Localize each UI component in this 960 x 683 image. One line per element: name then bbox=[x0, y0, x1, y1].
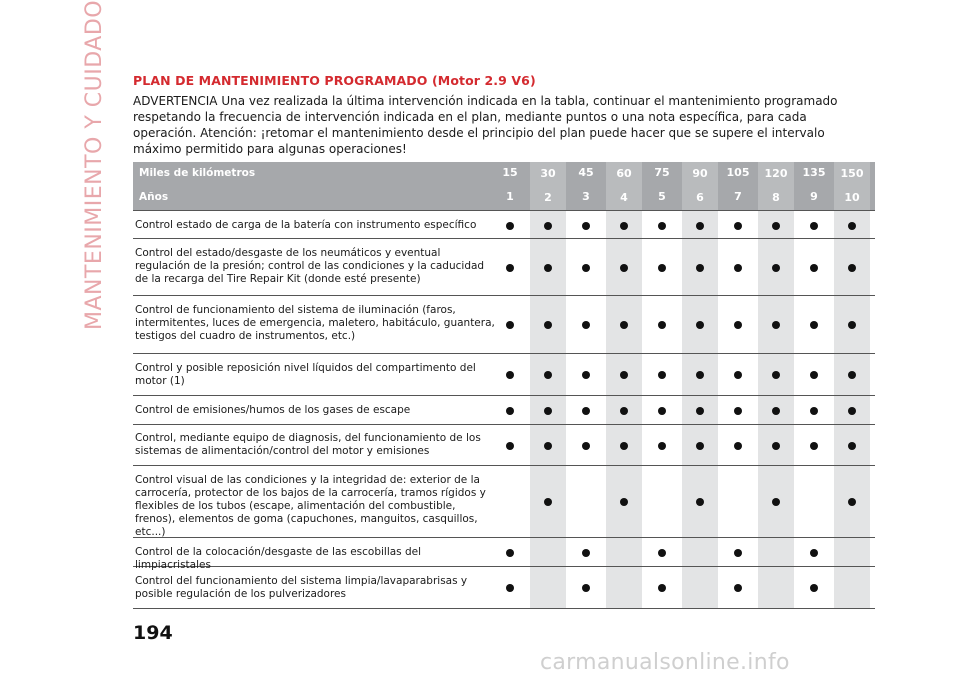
interval-dot-icon bbox=[810, 407, 818, 415]
interval-dot-icon bbox=[848, 442, 856, 450]
interval-dot-icon bbox=[810, 442, 818, 450]
table-cell bbox=[606, 538, 642, 566]
interval-dot-icon bbox=[544, 222, 552, 230]
operation-text: Control de emisiones/humos de los gases de escape bbox=[135, 404, 411, 416]
table-cell bbox=[530, 239, 566, 295]
interval-dot-icon bbox=[848, 498, 856, 506]
operation-text: Control del estado/desgaste de los neumáticos y eventual regulación de la presión; control de las condiciones y la caducidad de la recarga del Tire Repair Kit (donde esté presente) bbox=[135, 247, 485, 285]
km-col-9: 135 bbox=[802, 166, 826, 179]
table-cell bbox=[834, 296, 870, 353]
table-cell bbox=[568, 538, 604, 566]
table-cell bbox=[720, 354, 756, 395]
interval-dot-icon bbox=[810, 584, 818, 592]
interval-dot-icon bbox=[620, 442, 628, 450]
operation-text: Control de funcionamiento del sistema de iluminación (faros, intermitentes, luces de emergencia, maletero, habitáculo, guantera, testigos del cuadro de instrumentos, etc.) bbox=[135, 304, 495, 342]
years-col-7: 7 bbox=[734, 190, 742, 203]
watermark: carmanualsonline.info bbox=[540, 650, 790, 675]
table-cell bbox=[606, 354, 642, 395]
table-cell bbox=[758, 211, 794, 238]
km-col-3: 45 bbox=[578, 166, 594, 179]
table-cell bbox=[530, 567, 566, 608]
interval-dot-icon bbox=[620, 371, 628, 379]
table-cell bbox=[758, 538, 794, 566]
interval-dot-icon bbox=[810, 321, 818, 329]
table-cell bbox=[720, 567, 756, 608]
operation-text: Control de la colocación/desgaste de las escobillas del limpiacristales bbox=[135, 546, 422, 571]
table-cell bbox=[644, 296, 680, 353]
table-cell bbox=[682, 538, 718, 566]
interval-dot-icon bbox=[658, 442, 666, 450]
table-cell bbox=[796, 239, 832, 295]
interval-dot-icon bbox=[734, 584, 742, 592]
table-cell bbox=[682, 354, 718, 395]
table-cell bbox=[644, 425, 680, 465]
table-cell bbox=[758, 354, 794, 395]
table-cell bbox=[796, 296, 832, 353]
operation-text: Control estado de carga de la batería con instrumento específico bbox=[135, 219, 477, 231]
interval-dot-icon bbox=[658, 321, 666, 329]
years-col-2: 2 bbox=[530, 186, 566, 210]
table-cell bbox=[492, 425, 528, 465]
table-cell bbox=[682, 425, 718, 465]
table-cell bbox=[834, 396, 870, 424]
table-row bbox=[133, 538, 875, 571]
interval-dot-icon bbox=[772, 264, 780, 272]
interval-dot-icon bbox=[544, 264, 552, 272]
interval-dot-icon bbox=[848, 222, 856, 230]
interval-dot-icon bbox=[506, 407, 514, 415]
table-cell bbox=[492, 211, 528, 238]
km-col-8: 120 bbox=[758, 162, 794, 186]
interval-dot-icon bbox=[696, 498, 704, 506]
table-row bbox=[133, 567, 875, 609]
section-heading: PLAN DE MANTENIMIENTO PROGRAMADO (Motor 2.9 V6) bbox=[133, 73, 536, 88]
interval-dot-icon bbox=[772, 222, 780, 230]
table-cell bbox=[796, 396, 832, 424]
interval-dot-icon bbox=[734, 222, 742, 230]
interval-dot-icon bbox=[772, 498, 780, 506]
interval-dot-icon bbox=[506, 264, 514, 272]
years-col-9: 9 bbox=[810, 190, 818, 203]
interval-dot-icon bbox=[696, 264, 704, 272]
interval-dot-icon bbox=[582, 371, 590, 379]
table-row bbox=[133, 239, 875, 296]
km-header-label: Miles de kilómetros bbox=[139, 167, 256, 179]
table-cell bbox=[720, 296, 756, 353]
table-cell bbox=[758, 567, 794, 608]
table-cell bbox=[492, 354, 528, 395]
interval-dot-icon bbox=[734, 371, 742, 379]
interval-dot-icon bbox=[506, 321, 514, 329]
km-col-7: 105 bbox=[726, 166, 750, 179]
table-cell bbox=[720, 211, 756, 238]
interval-dot-icon bbox=[848, 371, 856, 379]
interval-dot-icon bbox=[620, 321, 628, 329]
table-row bbox=[133, 425, 875, 466]
table-cell bbox=[530, 425, 566, 465]
interval-dot-icon bbox=[506, 222, 514, 230]
interval-dot-icon bbox=[848, 264, 856, 272]
table-cell bbox=[530, 211, 566, 238]
km-header-row bbox=[133, 162, 875, 186]
interval-dot-icon bbox=[620, 222, 628, 230]
table-cell bbox=[606, 239, 642, 295]
table-cell bbox=[834, 354, 870, 395]
table-cell bbox=[796, 425, 832, 465]
table-body bbox=[133, 210, 875, 609]
table-cell bbox=[530, 538, 566, 566]
interval-dot-icon bbox=[734, 442, 742, 450]
table-row bbox=[133, 210, 875, 239]
table-cell bbox=[720, 239, 756, 295]
interval-dot-icon bbox=[734, 549, 742, 557]
interval-dot-icon bbox=[658, 371, 666, 379]
table-cell bbox=[720, 396, 756, 424]
interval-dot-icon bbox=[544, 321, 552, 329]
table-cell bbox=[720, 425, 756, 465]
table-cell bbox=[796, 211, 832, 238]
interval-dot-icon bbox=[810, 222, 818, 230]
table-cell bbox=[568, 567, 604, 608]
interval-dot-icon bbox=[582, 549, 590, 557]
maintenance-table bbox=[133, 162, 875, 609]
table-cell bbox=[530, 296, 566, 353]
table-row bbox=[133, 296, 875, 354]
table-cell bbox=[796, 354, 832, 395]
table-cell bbox=[834, 567, 870, 608]
interval-dot-icon bbox=[582, 407, 590, 415]
table-cell bbox=[568, 239, 604, 295]
table-row bbox=[133, 354, 875, 396]
interval-dot-icon bbox=[582, 321, 590, 329]
interval-dot-icon bbox=[734, 321, 742, 329]
table-cell bbox=[492, 239, 528, 295]
table-cell bbox=[796, 538, 832, 566]
table-cell bbox=[530, 466, 566, 537]
km-col-5: 75 bbox=[654, 166, 670, 179]
table-row bbox=[133, 396, 875, 425]
table-cell bbox=[492, 567, 528, 608]
table-cell bbox=[644, 466, 680, 537]
years-col-10: 10 bbox=[834, 186, 870, 210]
table-cell bbox=[796, 567, 832, 608]
table-cell bbox=[834, 211, 870, 238]
interval-dot-icon bbox=[848, 321, 856, 329]
table-cell bbox=[758, 396, 794, 424]
interval-dot-icon bbox=[772, 442, 780, 450]
interval-dot-icon bbox=[620, 264, 628, 272]
km-col-6: 90 bbox=[682, 162, 718, 186]
interval-dot-icon bbox=[582, 222, 590, 230]
table-cell bbox=[568, 211, 604, 238]
table-cell bbox=[796, 466, 832, 537]
table-cell bbox=[644, 567, 680, 608]
table-cell bbox=[758, 296, 794, 353]
table-row bbox=[133, 466, 875, 538]
table-cell bbox=[834, 425, 870, 465]
interval-dot-icon bbox=[658, 584, 666, 592]
table-cell bbox=[644, 354, 680, 395]
interval-dot-icon bbox=[620, 498, 628, 506]
warning-paragraph: ADVERTENCIA Una vez realizada la última intervención indicada en la tabla, continuar el mantenimiento programado respetando la frecuencia de intervención indicada en el plan, mediante puntos o una nota específica, para cada operación. Atención: ¡retomar el mantenimiento desde el principio del plan puede hacer que se supere el intervalo máximo permitido para algunas operaciones! bbox=[133, 94, 838, 156]
table-cell bbox=[682, 296, 718, 353]
section-side-title-text: MANTENIMIENTO Y CUIDADO bbox=[82, 0, 107, 330]
table-cell bbox=[606, 466, 642, 537]
interval-dot-icon bbox=[696, 371, 704, 379]
interval-dot-icon bbox=[772, 371, 780, 379]
interval-dot-icon bbox=[582, 442, 590, 450]
table-cell bbox=[834, 239, 870, 295]
interval-dot-icon bbox=[772, 407, 780, 415]
years-col-6: 6 bbox=[682, 186, 718, 210]
interval-dot-icon bbox=[658, 407, 666, 415]
table-cell bbox=[606, 425, 642, 465]
interval-dot-icon bbox=[506, 584, 514, 592]
years-header-row bbox=[133, 186, 875, 210]
km-col-1: 15 bbox=[502, 166, 518, 179]
table-cell bbox=[530, 354, 566, 395]
table-cell bbox=[682, 466, 718, 537]
table-cell bbox=[644, 239, 680, 295]
interval-dot-icon bbox=[544, 407, 552, 415]
interval-dot-icon bbox=[810, 264, 818, 272]
table-cell bbox=[682, 211, 718, 238]
table-cell bbox=[568, 296, 604, 353]
operation-text: Control del funcionamiento del sistema limpia/lavaparabrisas y posible regulación de los pulverizadores bbox=[135, 575, 468, 600]
table-cell bbox=[568, 466, 604, 537]
years-col-3: 3 bbox=[582, 190, 590, 203]
interval-dot-icon bbox=[772, 321, 780, 329]
table-cell bbox=[492, 538, 528, 566]
table-cell bbox=[644, 396, 680, 424]
km-col-10: 150 bbox=[834, 162, 870, 186]
interval-dot-icon bbox=[506, 442, 514, 450]
interval-dot-icon bbox=[848, 407, 856, 415]
table-cell bbox=[568, 354, 604, 395]
interval-dot-icon bbox=[658, 222, 666, 230]
table-cell bbox=[606, 211, 642, 238]
table-cell bbox=[644, 211, 680, 238]
table-cell bbox=[758, 239, 794, 295]
km-col-4: 60 bbox=[606, 162, 642, 186]
operation-text: Control visual de las condiciones y la integridad de: exterior de la carrocería, protector de los bajos de la carrocería, tramos rígidos y flexibles de los tubos (escape, alimentación del combustible, frenos), elementos de goma (capuchones, manguitos, casquillos, etc...) bbox=[135, 474, 486, 538]
table-cell bbox=[568, 396, 604, 424]
table-cell bbox=[758, 466, 794, 537]
page-number: 194 bbox=[133, 622, 173, 644]
table-cell bbox=[492, 296, 528, 353]
interval-dot-icon bbox=[658, 549, 666, 557]
table-cell bbox=[720, 538, 756, 566]
interval-dot-icon bbox=[544, 442, 552, 450]
table-cell bbox=[834, 466, 870, 537]
table-cell bbox=[720, 466, 756, 537]
interval-dot-icon bbox=[696, 407, 704, 415]
table-cell bbox=[644, 538, 680, 566]
table-cell bbox=[606, 396, 642, 424]
table-cell bbox=[568, 425, 604, 465]
table-cell bbox=[682, 567, 718, 608]
interval-dot-icon bbox=[734, 264, 742, 272]
table-cell bbox=[682, 239, 718, 295]
years-col-5: 5 bbox=[658, 190, 666, 203]
interval-dot-icon bbox=[696, 442, 704, 450]
km-col-2: 30 bbox=[530, 162, 566, 186]
table-cell bbox=[682, 396, 718, 424]
interval-dot-icon bbox=[544, 498, 552, 506]
interval-dot-icon bbox=[696, 321, 704, 329]
interval-dot-icon bbox=[544, 371, 552, 379]
operation-text: Control y posible reposición nivel líquidos del compartimento del motor (1) bbox=[135, 362, 476, 387]
interval-dot-icon bbox=[620, 407, 628, 415]
operation-text: Control, mediante equipo de diagnosis, del funcionamiento de los sistemas de alimentación/control del motor y emisiones bbox=[135, 432, 481, 457]
years-header-label: Años bbox=[139, 191, 169, 203]
interval-dot-icon bbox=[696, 222, 704, 230]
years-col-4: 4 bbox=[606, 186, 642, 210]
table-cell bbox=[530, 396, 566, 424]
table-cell bbox=[834, 538, 870, 566]
table-cell bbox=[492, 466, 528, 537]
interval-dot-icon bbox=[506, 549, 514, 557]
years-col-1: 1 bbox=[506, 190, 514, 203]
table-cell bbox=[606, 296, 642, 353]
table-cell bbox=[606, 567, 642, 608]
interval-dot-icon bbox=[810, 371, 818, 379]
interval-dot-icon bbox=[582, 264, 590, 272]
years-col-8: 8 bbox=[758, 186, 794, 210]
interval-dot-icon bbox=[734, 407, 742, 415]
interval-dot-icon bbox=[658, 264, 666, 272]
table-cell bbox=[492, 396, 528, 424]
table-cell bbox=[758, 425, 794, 465]
interval-dot-icon bbox=[810, 549, 818, 557]
interval-dot-icon bbox=[506, 371, 514, 379]
interval-dot-icon bbox=[582, 584, 590, 592]
